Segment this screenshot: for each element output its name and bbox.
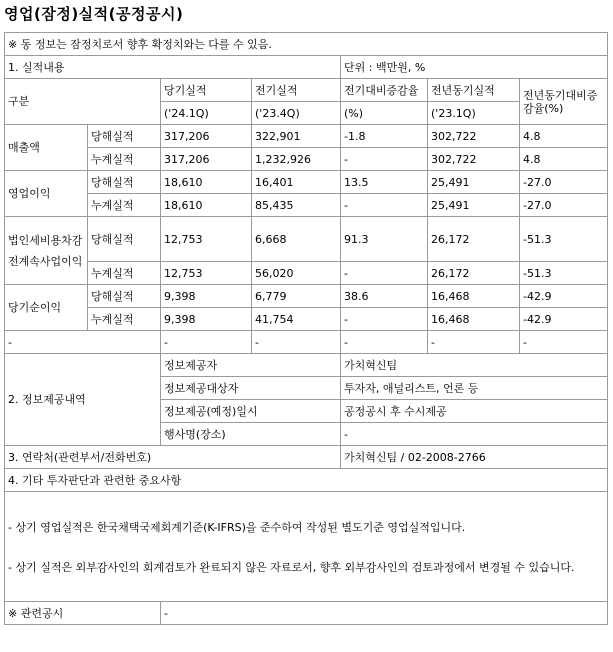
row-type: 누계실적	[88, 308, 161, 331]
header-qoq: 전기대비증감율	[341, 79, 428, 102]
cell-qoq: -	[341, 148, 428, 171]
dash-cell: -	[161, 331, 252, 354]
table-row	[5, 285, 608, 308]
cell-yoy: -42.9	[520, 285, 608, 308]
cell-yoy: -27.0	[520, 171, 608, 194]
info-value: 투자자, 애널리스트, 언론 등	[341, 377, 608, 400]
dash-cell: -	[341, 331, 428, 354]
section1-row	[5, 56, 608, 79]
section2-label: 2. 정보제공내역	[5, 354, 161, 446]
cell-yoy: -42.9	[520, 308, 608, 331]
row-label-revenue: 매출액	[5, 125, 88, 171]
dash-cell: -	[428, 331, 520, 354]
cell-prior: 26,172	[428, 217, 520, 262]
info-key: 정보제공(예정)일시	[161, 400, 341, 423]
cell-prior: 16,468	[428, 308, 520, 331]
cell-current: 9,398	[161, 308, 252, 331]
table-row	[5, 331, 608, 354]
row-label-net-income: 당기순이익	[5, 285, 88, 331]
info-value: 가치혁신팀	[341, 354, 608, 377]
section4-label: 4. 기타 투자판단과 관련한 중요사항	[5, 469, 608, 492]
table-row	[5, 125, 608, 148]
cell-current: 12,753	[161, 217, 252, 262]
contact-row	[5, 446, 608, 469]
cell-previous: 85,435	[252, 194, 341, 217]
cell-previous: 6,779	[252, 285, 341, 308]
cell-yoy: 4.8	[520, 125, 608, 148]
row-label-pretax-income: 법인세비용차감전계속사업이익	[5, 217, 88, 285]
cell-qoq: -	[341, 262, 428, 285]
cell-qoq: -	[341, 308, 428, 331]
cell-prior: 26,172	[428, 262, 520, 285]
row-type: 누계실적	[88, 194, 161, 217]
section1-label: 1. 실적내용	[5, 56, 341, 79]
cell-qoq: 13.5	[341, 171, 428, 194]
header-prior-year-period: ('23.1Q)	[428, 102, 520, 125]
table-row	[5, 148, 608, 171]
cell-previous: 6,668	[252, 217, 341, 262]
row-type: 누계실적	[88, 148, 161, 171]
header-qoq-unit: (%)	[341, 102, 428, 125]
dash-cell: -	[5, 331, 161, 354]
cell-previous: 16,401	[252, 171, 341, 194]
note-1: - 상기 영업실적은 한국채택국제회계기준(K-IFRS)을 준수하여 작성된 별도기준 영업실적입니다.	[8, 521, 466, 534]
header-previous-period: ('23.4Q)	[252, 102, 341, 125]
header-prior-year: 전년동기실적	[428, 79, 520, 102]
cell-previous: 322,901	[252, 125, 341, 148]
dash-cell: -	[520, 331, 608, 354]
cell-prior: 25,491	[428, 194, 520, 217]
table-row	[5, 217, 608, 262]
header-yoy: 전년동기대비증감율(%)	[520, 79, 608, 125]
related-label: ※ 관련공시	[5, 602, 161, 625]
notes-cell	[5, 492, 608, 602]
cell-prior: 25,491	[428, 171, 520, 194]
cell-yoy: -51.3	[520, 262, 608, 285]
row-type: 당해실적	[88, 125, 161, 148]
cell-yoy: -27.0	[520, 194, 608, 217]
note-2: - 상기 실적은 외부감사인의 회계검토가 완료되지 않은 자료로서, 향후 외부감사인의 검토과정에서 변경될 수 있습니다.	[8, 561, 575, 574]
header-current: 당기실적	[161, 79, 252, 102]
info-key: 행사명(장소)	[161, 423, 341, 446]
disclosure-table	[4, 32, 608, 625]
info-value: 공정공시 후 수시제공	[341, 400, 608, 423]
cell-current: 317,206	[161, 148, 252, 171]
section4-row	[5, 469, 608, 492]
cell-current: 18,610	[161, 171, 252, 194]
cell-previous: 41,754	[252, 308, 341, 331]
cell-qoq: 38.6	[341, 285, 428, 308]
header-category: 구분	[5, 79, 161, 125]
cell-current: 317,206	[161, 125, 252, 148]
notice-row	[5, 33, 608, 56]
info-row	[5, 354, 608, 377]
row-type: 당해실적	[88, 285, 161, 308]
cell-qoq: -	[341, 194, 428, 217]
cell-current: 9,398	[161, 285, 252, 308]
cell-prior: 302,722	[428, 148, 520, 171]
contact-value: 가치혁신팀 / 02-2008-2766	[341, 446, 608, 469]
row-type: 당해실적	[88, 217, 161, 262]
header-previous: 전기실적	[252, 79, 341, 102]
cell-qoq: 91.3	[341, 217, 428, 262]
related-value: -	[161, 602, 608, 625]
cell-yoy: -51.3	[520, 217, 608, 262]
cell-current: 18,610	[161, 194, 252, 217]
unit-label: 단위 : 백만원, %	[341, 56, 608, 79]
cell-yoy: 4.8	[520, 148, 608, 171]
row-type: 당해실적	[88, 171, 161, 194]
page-title: 영업(잠정)실적(공정공시)	[4, 5, 184, 23]
header-current-period: ('24.1Q)	[161, 102, 252, 125]
notice-text: ※ 동 정보는 잠정치로서 향후 확정치와는 다를 수 있음.	[5, 33, 608, 56]
related-row	[5, 602, 608, 625]
cell-prior: 302,722	[428, 125, 520, 148]
cell-prior: 16,468	[428, 285, 520, 308]
row-label-operating-profit: 영업이익	[5, 171, 88, 217]
table-row	[5, 308, 608, 331]
dash-cell: -	[252, 331, 341, 354]
cell-current: 12,753	[161, 262, 252, 285]
info-value: -	[341, 423, 608, 446]
row-type: 누계실적	[88, 262, 161, 285]
info-key: 정보제공자	[161, 354, 341, 377]
cell-previous: 56,020	[252, 262, 341, 285]
section3-label: 3. 연락처(관련부서/전화번호)	[5, 446, 341, 469]
cell-previous: 1,232,926	[252, 148, 341, 171]
table-row	[5, 171, 608, 194]
header-row-1	[5, 79, 608, 102]
cell-qoq: -1.8	[341, 125, 428, 148]
table-row	[5, 262, 608, 285]
notes-row	[5, 492, 608, 602]
table-row	[5, 194, 608, 217]
info-key: 정보제공대상자	[161, 377, 341, 400]
